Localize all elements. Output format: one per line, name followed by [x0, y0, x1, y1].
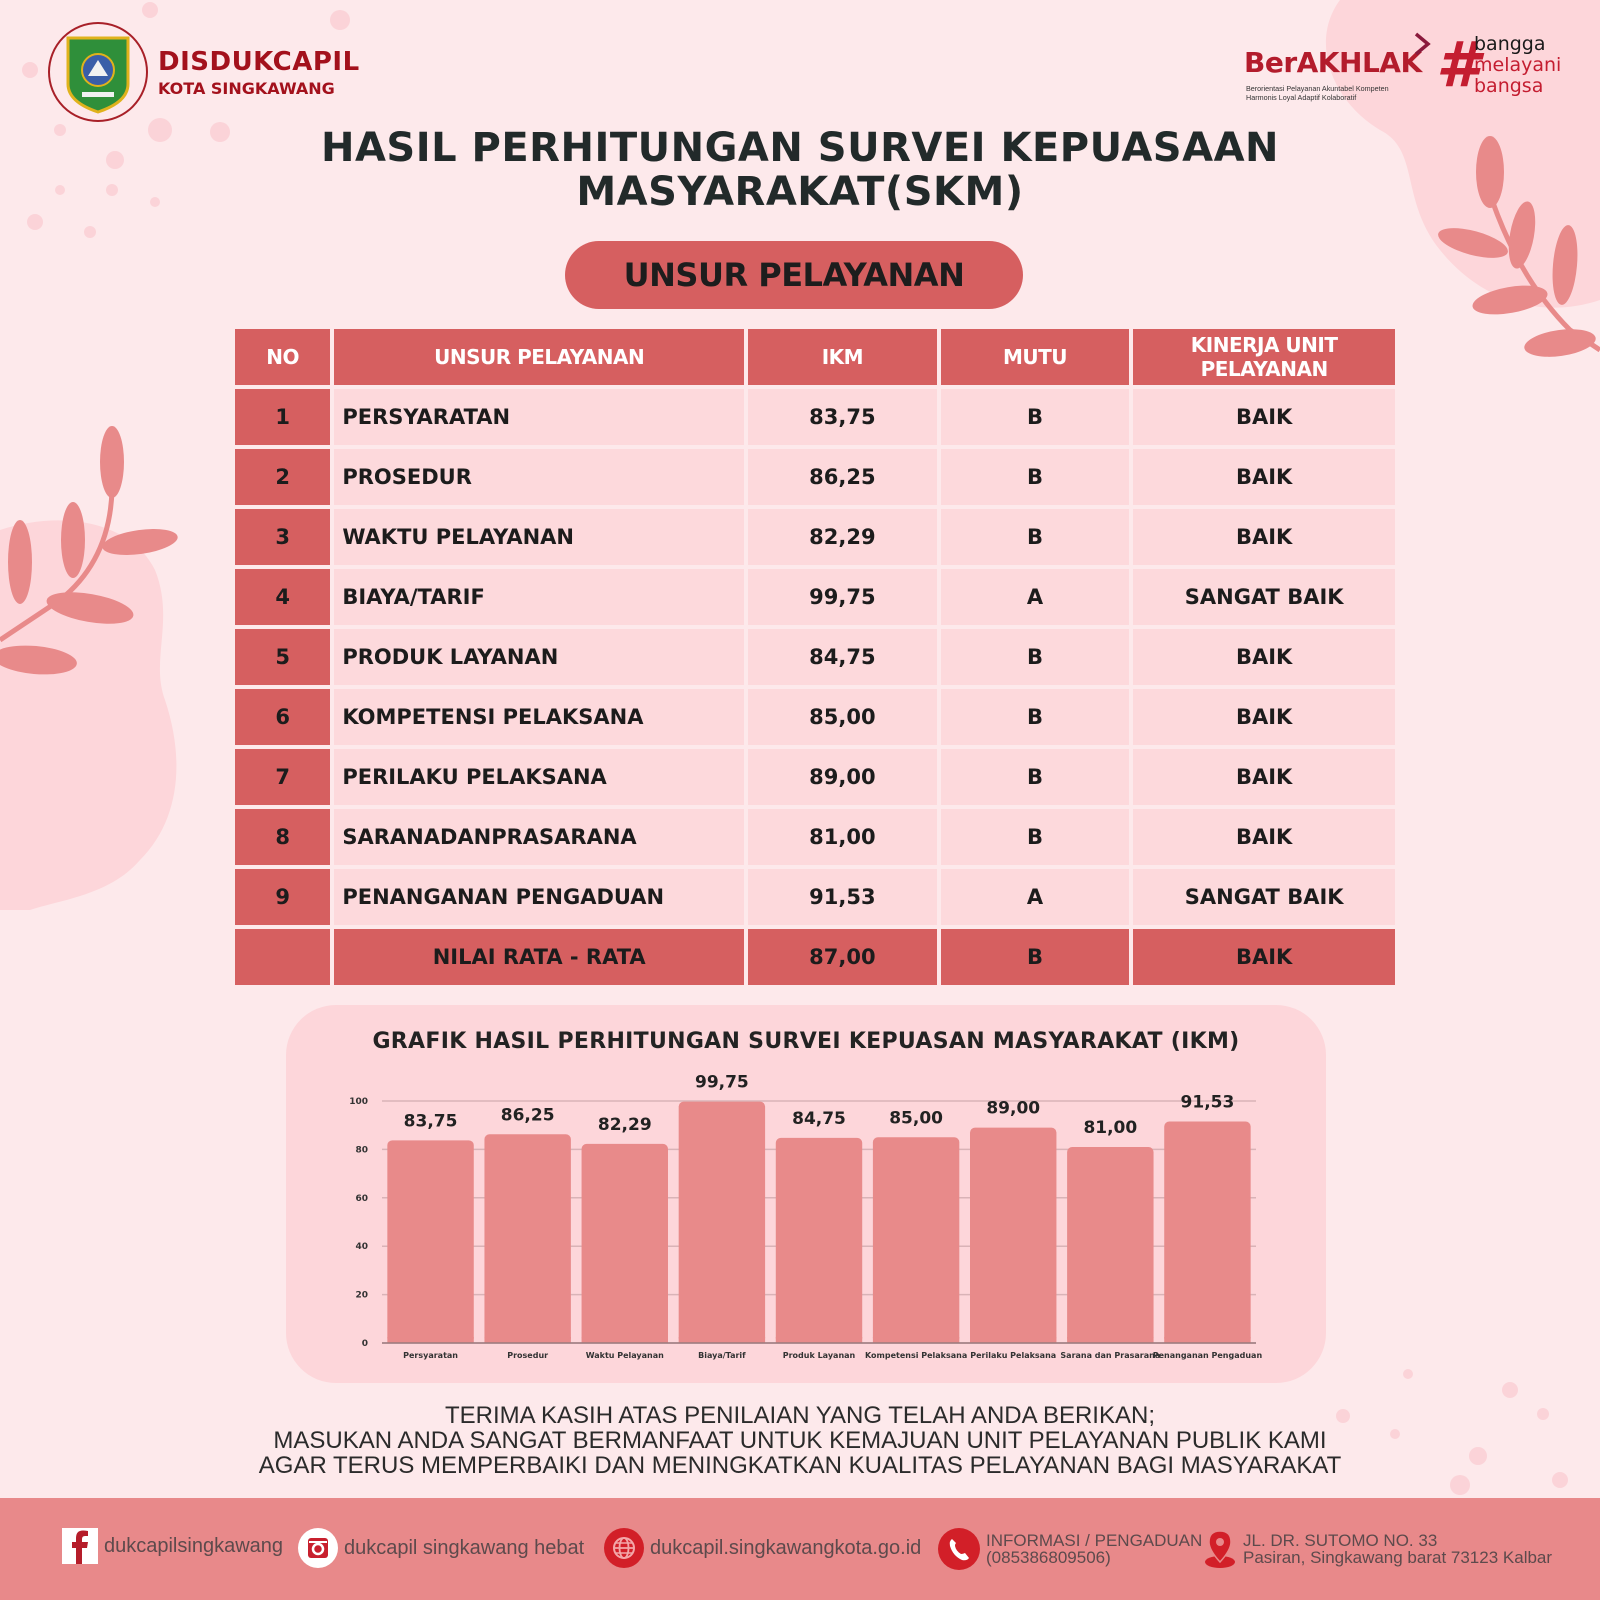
phone-icon	[938, 1528, 980, 1570]
bar-base	[1164, 1337, 1250, 1343]
x-tick-label: Kompetensi Pelaksana	[864, 1351, 968, 1360]
column-header-ikm: IKM	[748, 329, 937, 385]
bar	[873, 1137, 959, 1343]
row-kinerja: BAIK	[1133, 629, 1395, 685]
y-tick-label: 40	[355, 1242, 368, 1253]
hashtag-word-3: bangsa	[1474, 75, 1544, 97]
org-name: DISDUKCAPIL	[158, 46, 360, 77]
row-no: 5	[235, 629, 330, 685]
hashtag-word-1: bangga	[1474, 33, 1546, 55]
org-city: KOTA SINGKAWANG	[158, 78, 335, 98]
row-unsur: WAKTU PELAYANAN	[334, 509, 744, 565]
footer-instagram[interactable]	[298, 1528, 584, 1568]
row-no: 9	[235, 869, 330, 925]
bar	[1164, 1121, 1250, 1343]
page-title-line-2: MASYARAKAT(SKM)	[576, 169, 1024, 215]
row-ikm: 85,00	[748, 689, 937, 745]
bar-base	[970, 1337, 1056, 1343]
bar-base	[873, 1337, 959, 1343]
column-header-mutu: MUTU	[941, 329, 1130, 385]
emblem-icon	[48, 22, 148, 122]
row-unsur: PERILAKU PELAKSANA	[334, 749, 744, 805]
bar-base	[776, 1337, 862, 1343]
bar-value-label: 83,75	[403, 1111, 458, 1132]
bar-value-label: 81,00	[1083, 1117, 1138, 1138]
avg-label: NILAI RATA - RATA	[334, 929, 744, 985]
instagram-handle: dukcapil singkawang hebat	[344, 1536, 585, 1559]
page-title-line-1: HASIL PERHITUNGAN SURVEI KEPUASAAN	[321, 125, 1279, 171]
bar	[776, 1138, 862, 1343]
thanks-line-2: MASUKAN ANDA SANGAT BERMANFAAT UNTUK KEMAJUAN UNIT PELAYANAN PUBLIK KAMI	[273, 1427, 1327, 1454]
row-mutu: A	[941, 869, 1130, 925]
table-row	[235, 389, 1395, 445]
bar	[1067, 1147, 1153, 1343]
chart-title: GRAFIK HASIL PERHITUNGAN SURVEI KEPUASAN MASYARAKAT (IKM)	[372, 1029, 1240, 1054]
facebook-icon	[62, 1528, 98, 1564]
table-row	[235, 809, 1395, 865]
bar-base	[484, 1337, 570, 1343]
address-line-2: Pasiran, Singkawang barat 73123 Kalbar	[1243, 1548, 1553, 1567]
column-header-unsur: UNSUR PELAYANAN	[334, 329, 744, 385]
location-pin-icon	[1203, 1528, 1237, 1570]
table-row	[235, 629, 1395, 685]
table-row	[235, 509, 1395, 565]
berakhlak-subtitle-2: Harmonis Loyal Adaptif Kolaboratif	[1246, 93, 1357, 102]
bar-value-label: 89,00	[986, 1098, 1041, 1119]
row-ikm: 82,29	[748, 509, 937, 565]
thanks-line-1: TERIMA KASIH ATAS PENILAIAN YANG TELAH ANDA BERIKAN;	[444, 1402, 1155, 1429]
row-ikm: 83,75	[748, 389, 937, 445]
table-row	[235, 749, 1395, 805]
globe-icon	[604, 1528, 644, 1568]
row-unsur: PROSEDUR	[334, 449, 744, 505]
bar	[679, 1102, 765, 1343]
row-kinerja: SANGAT BAIK	[1133, 569, 1395, 625]
bar-value-label: 82,29	[597, 1114, 652, 1135]
x-tick-label: Produk Layanan	[782, 1351, 856, 1360]
row-ikm: 99,75	[748, 569, 937, 625]
bar-value-label: 99,75	[694, 1072, 749, 1093]
bar-base	[1067, 1337, 1153, 1343]
row-ikm: 89,00	[748, 749, 937, 805]
chart-card	[286, 1005, 1326, 1383]
berakhlak-title: BerAKHLAK	[1244, 46, 1422, 79]
row-kinerja: BAIK	[1133, 449, 1395, 505]
column-header-kinerja: KINERJA UNIT PELAYANAN	[1133, 329, 1395, 385]
row-mutu: B	[941, 629, 1130, 685]
bar-value-label: 84,75	[792, 1108, 846, 1129]
row-no: 3	[235, 509, 330, 565]
footer-website[interactable]	[604, 1528, 921, 1568]
bar-value-label: 86,25	[500, 1105, 555, 1126]
page-title	[0, 126, 1600, 214]
row-mutu: B	[941, 689, 1130, 745]
y-tick-label: 0	[361, 1339, 368, 1349]
table-row	[235, 449, 1395, 505]
row-unsur: BIAYA/TARIF	[334, 569, 744, 625]
y-tick-label: 80	[355, 1145, 368, 1156]
row-mutu: B	[941, 749, 1130, 805]
footer-phone[interactable]	[938, 1528, 1202, 1570]
y-tick-label: 20	[355, 1290, 368, 1301]
avg-mutu: B	[941, 929, 1130, 985]
chevron-right-icon	[1412, 32, 1432, 58]
x-tick-label: Waktu Pelayanan	[585, 1351, 664, 1360]
address-line-1: JL. DR. SUTOMO NO. 33	[1243, 1531, 1438, 1550]
row-unsur: PRODUK LAYANAN	[334, 629, 744, 685]
row-kinerja: BAIK	[1133, 689, 1395, 745]
phone-label: INFORMASI / PENGADUAN	[986, 1531, 1203, 1550]
row-mutu: A	[941, 569, 1130, 625]
row-mutu: B	[941, 509, 1130, 565]
row-mutu: B	[941, 389, 1130, 445]
row-ikm: 81,00	[748, 809, 937, 865]
y-tick-label: 100	[349, 1097, 368, 1107]
bar	[387, 1140, 473, 1343]
table-average-row	[235, 929, 1395, 985]
row-kinerja: BAIK	[1133, 509, 1395, 565]
row-ikm: 91,53	[748, 869, 937, 925]
bar-chart	[286, 1005, 1326, 1383]
table-header-row	[235, 329, 1395, 385]
row-no: 6	[235, 689, 330, 745]
hashtag-icon: #	[1436, 28, 1480, 101]
x-tick-label: Sarana dan Prasarana	[1060, 1351, 1161, 1360]
phone-number: (085386809506)	[986, 1548, 1111, 1567]
x-tick-label: Penanganan Pengaduan	[1152, 1351, 1263, 1360]
row-kinerja: BAIK	[1133, 809, 1395, 865]
row-unsur: KOMPETENSI PELAKSANA	[334, 689, 744, 745]
row-mutu: B	[941, 809, 1130, 865]
berakhlak-logo	[1244, 28, 1574, 106]
x-tick-label: Biaya/Tarif	[698, 1351, 746, 1360]
bar-base	[387, 1337, 473, 1343]
avg-kinerja: BAIK	[1133, 929, 1395, 985]
bar-base	[679, 1337, 765, 1343]
berakhlak-subtitle-1: Berorientasi Pelayanan Akuntabel Kompeten	[1246, 84, 1389, 93]
thank-you-message	[0, 1403, 1600, 1478]
bar-value-label: 91,53	[1180, 1092, 1235, 1113]
row-kinerja: BAIK	[1133, 389, 1395, 445]
x-tick-label: Persyaratan	[403, 1351, 458, 1360]
footer-facebook[interactable]	[62, 1528, 283, 1564]
row-no: 1	[235, 389, 330, 445]
org-logo	[48, 22, 360, 122]
avg-no	[235, 929, 330, 985]
row-unsur: PENANGANAN PENGADUAN	[334, 869, 744, 925]
y-tick-label: 60	[355, 1193, 368, 1204]
bar-value-label: 85,00	[889, 1108, 944, 1129]
instagram-icon	[298, 1528, 338, 1568]
avg-ikm: 87,00	[748, 929, 937, 985]
row-ikm: 84,75	[748, 629, 937, 685]
row-no: 7	[235, 749, 330, 805]
column-header-no: NO	[235, 329, 330, 385]
section-label: UNSUR PELAYANAN	[565, 241, 1023, 309]
table-row	[235, 569, 1395, 625]
website-url: dukcapil.singkawangkota.go.id	[650, 1536, 922, 1559]
row-unsur: SARANADANPRASARANA	[334, 809, 744, 865]
row-no: 8	[235, 809, 330, 865]
row-no: 4	[235, 569, 330, 625]
bar	[582, 1144, 668, 1343]
table-row	[235, 689, 1395, 745]
row-kinerja: BAIK	[1133, 749, 1395, 805]
footer-address	[1203, 1528, 1552, 1570]
footer	[0, 1498, 1600, 1600]
row-kinerja: SANGAT BAIK	[1133, 869, 1395, 925]
thanks-line-3: AGAR TERUS MEMPERBAIKI DAN MENINGKATKAN KUALITAS PELAYANAN BAGI MASYARAKAT	[258, 1452, 1342, 1479]
bar-base	[582, 1337, 668, 1343]
table-row	[235, 869, 1395, 925]
row-no: 2	[235, 449, 330, 505]
row-mutu: B	[941, 449, 1130, 505]
bar	[970, 1128, 1056, 1343]
row-unsur: PERSYARATAN	[334, 389, 744, 445]
x-tick-label: Perilaku Pelaksana	[970, 1351, 1057, 1360]
x-tick-label: Prosedur	[507, 1351, 549, 1360]
hashtag-word-2: melayani	[1474, 54, 1562, 76]
skm-table	[231, 325, 1399, 989]
facebook-handle: dukcapilsingkawang	[104, 1534, 284, 1557]
row-ikm: 86,25	[748, 449, 937, 505]
bar	[484, 1134, 570, 1343]
